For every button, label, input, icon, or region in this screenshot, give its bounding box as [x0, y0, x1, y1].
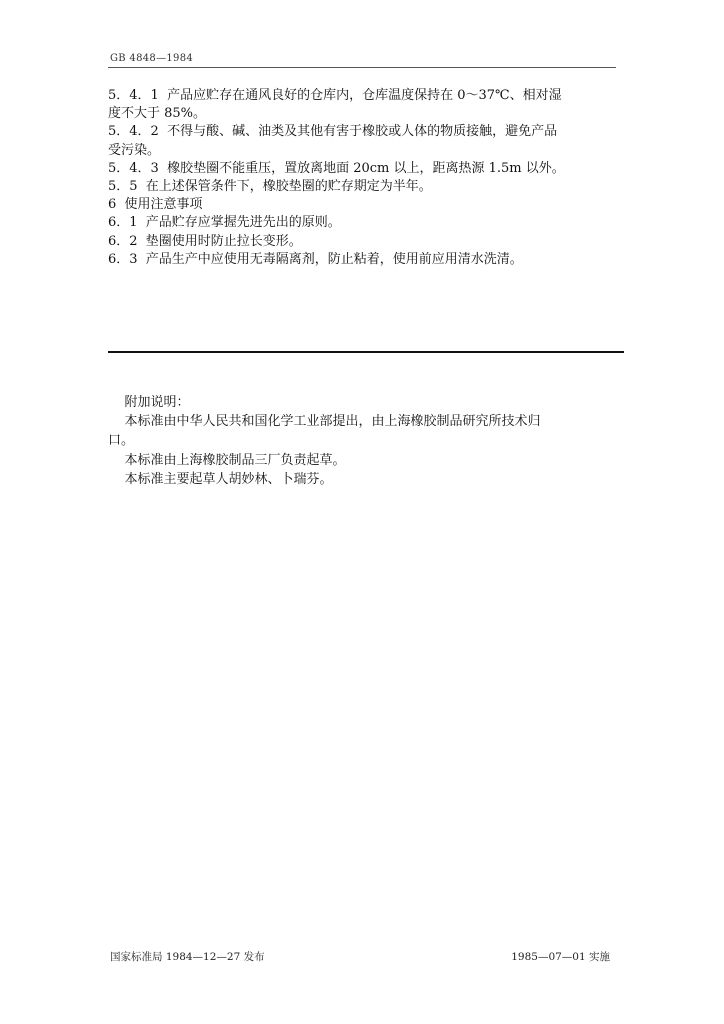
notes-line: 本标准由上海橡胶制品三厂负责起草。	[108, 452, 346, 468]
section-heading: 6 使用注意事项	[108, 197, 203, 213]
body-line: 6．3 产品生产中应使用无毒隔离剂，防止粘着，使用前应用清水洗清。	[108, 251, 523, 267]
section-divider	[108, 351, 624, 353]
effective-date: 1985—07—01 实施	[511, 951, 610, 963]
body-line: 5．4．1 产品应贮存在通风良好的仓库内，仓库温度保持在 0～37℃、相对湿	[108, 88, 562, 103]
standard-code: GB 4848—1984	[110, 53, 194, 64]
body-line: 受污染。	[108, 142, 161, 158]
body-clauses	[108, 87, 620, 269]
body-line: 5．4．2 不得与酸、碱、油类及其他有害于橡胶或人体的物质接触，避免产品	[108, 124, 558, 140]
body-line: 6．1 产品贮存应掌握先进先出的原则。	[108, 215, 341, 231]
header-divider	[108, 67, 616, 68]
body-line: 6．2 垫圈使用时防止拉长变形。	[108, 233, 302, 249]
notes-heading: 附加说明：	[108, 395, 190, 410]
notes-line: 本标准主要起草人胡妙林、卜瑞芬。	[108, 471, 333, 487]
additional-notes	[108, 393, 620, 489]
body-line: 5．4．3 橡胶垫圈不能重压，置放离地面 20cm 以上，距离热源 1.5m 以外。	[108, 160, 565, 176]
body-line: 5．5 在上述保管条件下，橡胶垫圈的贮存期定为半年。	[108, 179, 432, 195]
issue-date: 国家标准局 1984—12—27 发布	[110, 951, 265, 963]
notes-line: 本标准由中华人民共和国化学工业部提出，由上海橡胶制品研究所技术归	[108, 414, 541, 430]
notes-line: 口。	[108, 433, 135, 449]
body-line: 度不大于 85%。	[108, 106, 207, 122]
